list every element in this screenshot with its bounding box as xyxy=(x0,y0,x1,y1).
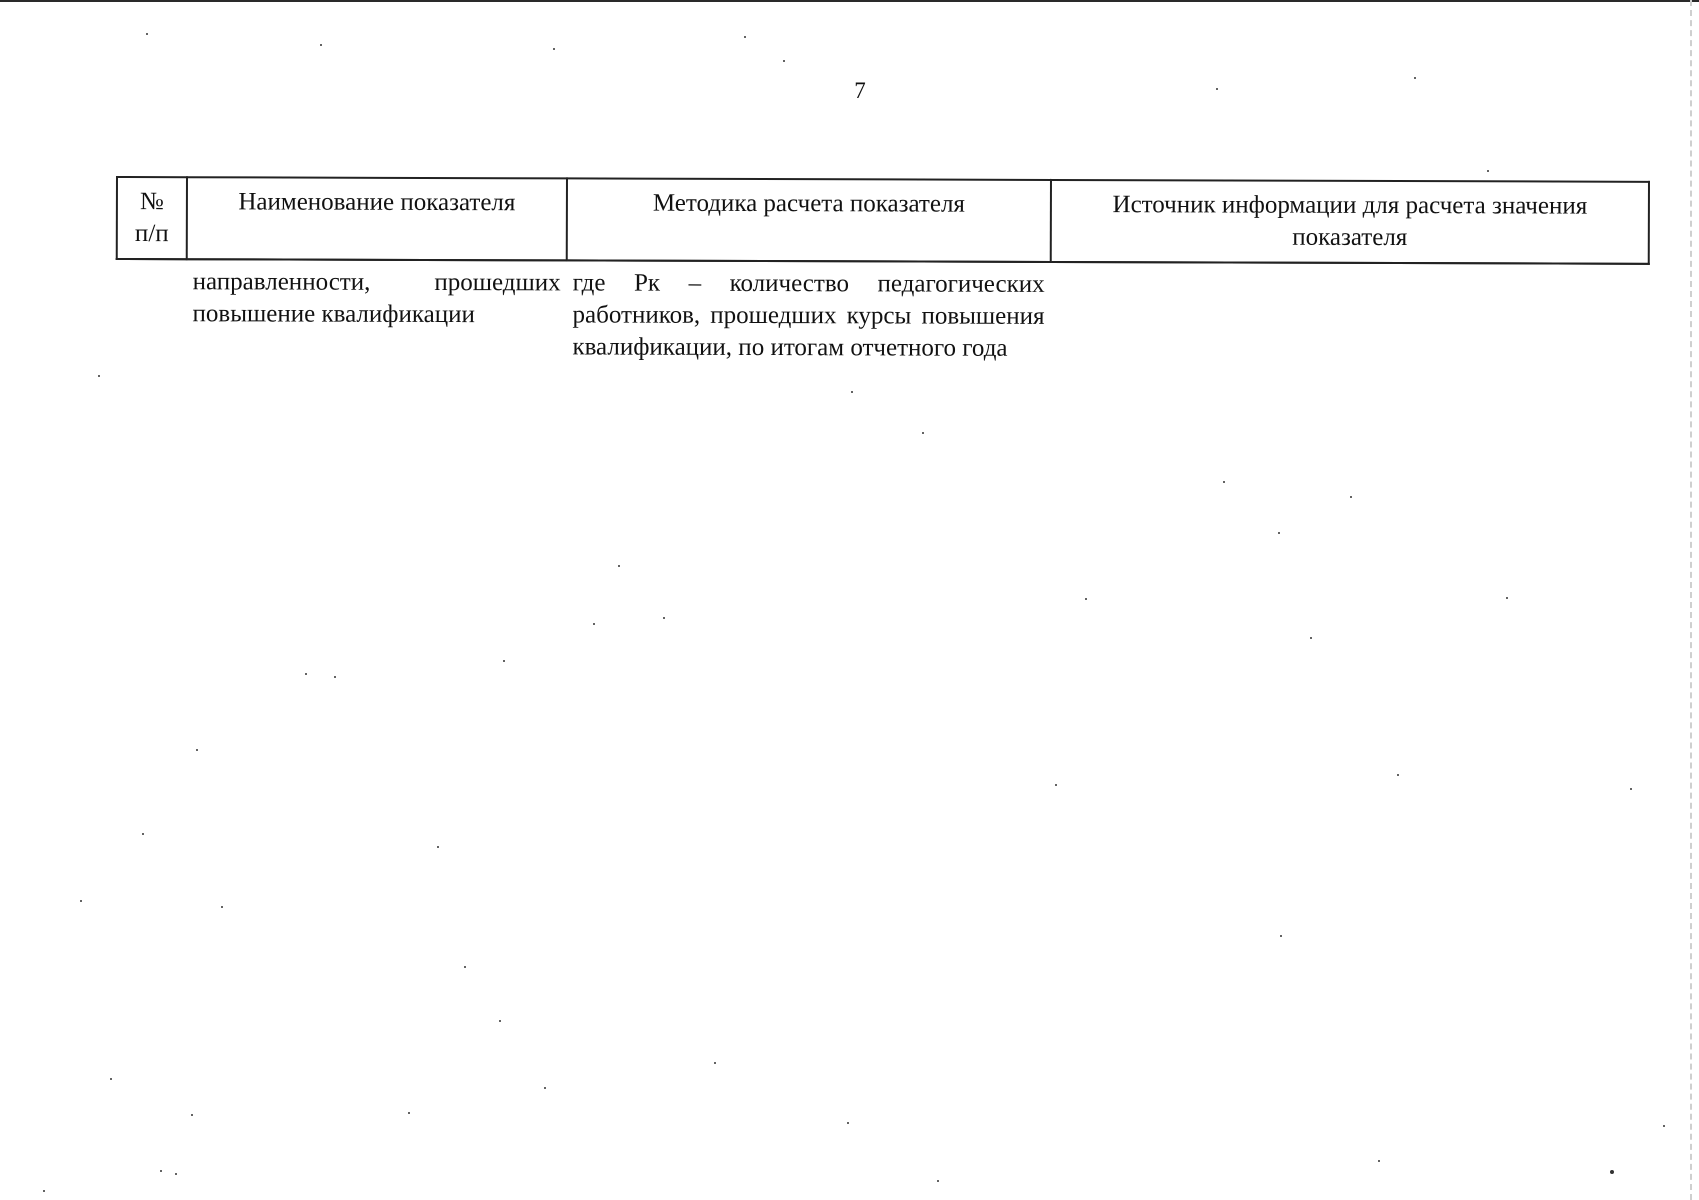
header-number: № п/п xyxy=(117,177,187,259)
header-calculation-method: Методика расчета показателя xyxy=(567,178,1051,262)
cell-indicator-name: направленности, прошедших повышение квалификации xyxy=(192,268,561,329)
table-row xyxy=(116,259,1648,373)
cell-number xyxy=(116,259,186,368)
table-header-row xyxy=(117,177,1649,264)
scan-edge xyxy=(1690,0,1696,1200)
cell-information-source xyxy=(1050,262,1648,373)
page-number: 7 xyxy=(854,78,866,103)
cell-calculation-method: где Рк – количество педагогических работников, прошедших курсы повышения квалификации, по итогам отчетного года xyxy=(572,269,1045,362)
indicator-table xyxy=(115,176,1650,373)
header-indicator-name: Наименование показателя xyxy=(187,177,567,260)
header-information-source: Источник информации для расчета значения показателя xyxy=(1051,180,1649,264)
page-top-edge xyxy=(0,0,1699,2)
